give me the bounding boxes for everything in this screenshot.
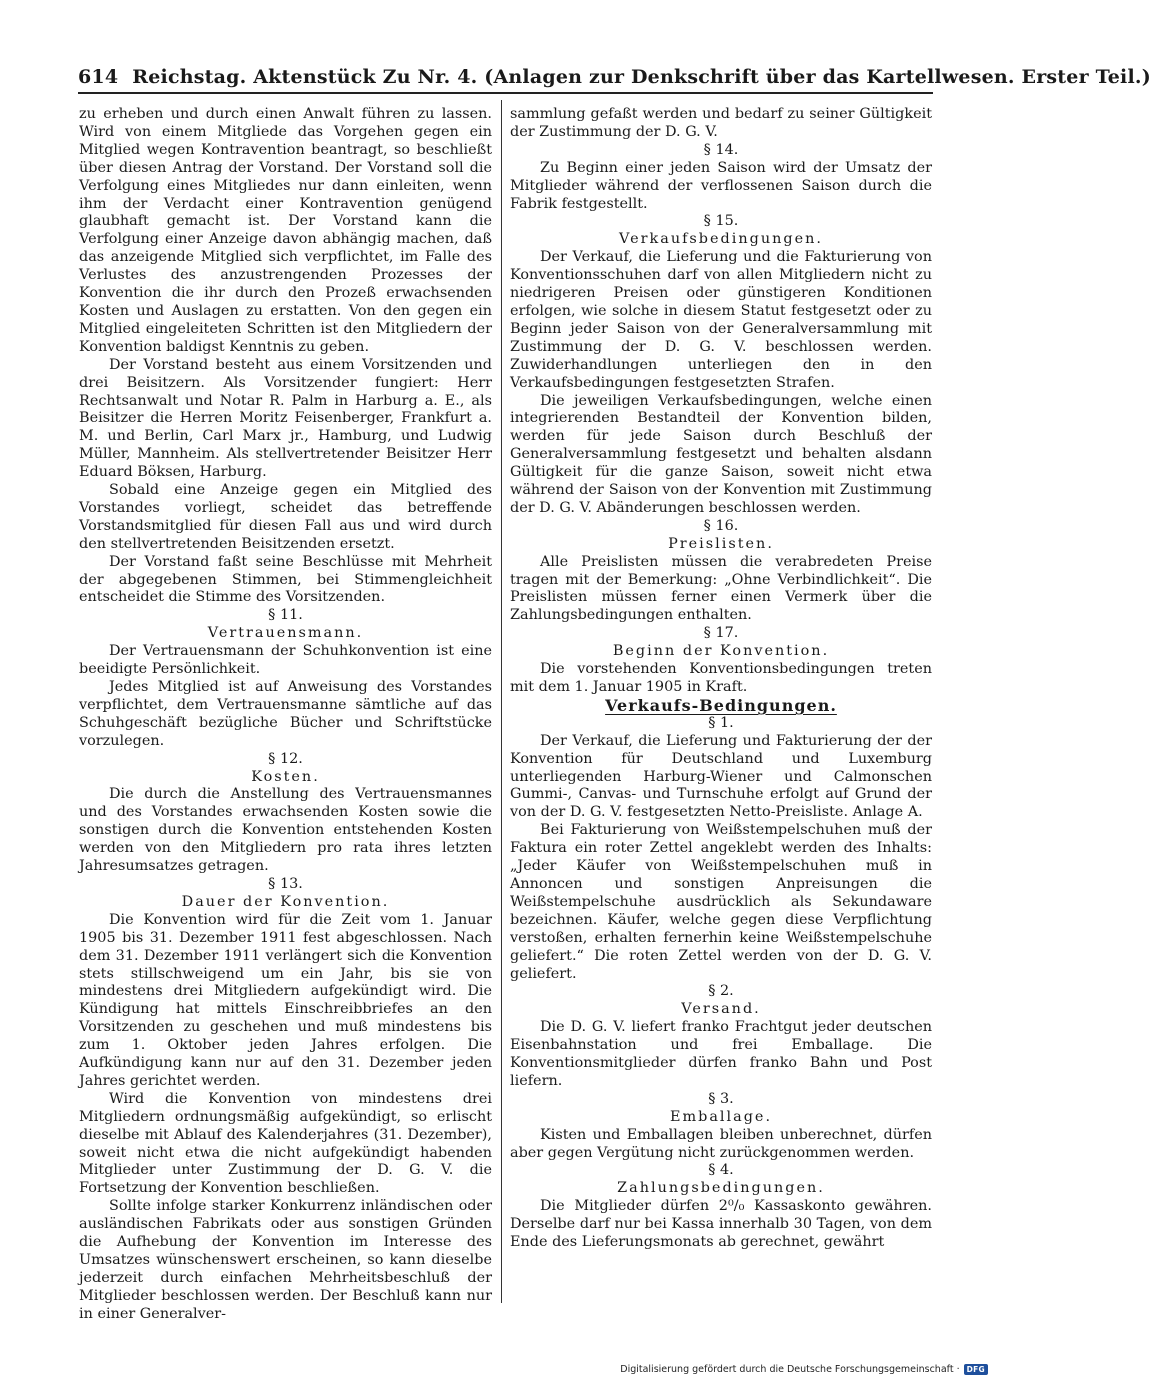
- section-number: § 3.: [708, 1090, 734, 1107]
- paragraph: Der Vorstand faßt seine Beschlüsse mit Mehrheit der abgegebenen Stimmen, bei Stimmengleichheit entscheidet die Stimme des Vorsitzenden.: [79, 553, 492, 606]
- paragraph: Der Verkauf, die Lieferung und die Fakturierung von Konventionsschuhen darf von allen Mitgliedern nicht zu niedrigeren Preisen oder günstigeren Konditionen erfolgen, wie solche in diesem Statut festgesetzt oder zu Beginn jeder Saison von der Generalversammlung mit Zustimmung der D. G. V. beschlossen werden. Zuwiderhandlungen unterliegen den in den Verkaufsbedingungen festgesetzten Strafen.: [510, 249, 932, 391]
- paragraph: Der Vorstand besteht aus einem Vorsitzenden und drei Beisitzern. Als Vorsitzender fungiert: Herr Rechtsanwalt und Notar R. Palm in Harburg a. E., als Beisitzer die Herren Moritz Feisenberger, Frankfurt a. M. und Berlin, Carl Marx jr., Hamburg, und Ludwig Müller, Mannheim. Als stellvertretender Beisitzer Herr Eduard Böksen, Harburg.: [79, 356, 492, 481]
- right-column: [510, 106, 932, 1252]
- section-title: Verkaufsbedingungen.: [619, 231, 823, 248]
- section-number: § 4.: [708, 1162, 734, 1179]
- verkaufs-bedingungen-heading: Verkaufs-Bedingungen.: [605, 695, 837, 715]
- page-header: [78, 58, 1151, 94]
- paragraph: Wird die Konvention von mindestens drei Mitgliedern ordnungsmäßig aufgekündigt, so erlischt dieselbe mit Ablauf des Kalenderjahres (31. Dezember), soweit nicht etwa die nicht aufgekündigt habenden Mitglieder unter Zustimmung der D. G. V. die Fortsetzung der Konvention beschließen.: [79, 1090, 492, 1197]
- paragraph: Die Konvention wird für die Zeit vom 1. Januar 1905 bis 31. Dezember 1911 fest abgeschlossen. Nach dem 31. Dezember 1911 verlängert sich die Konvention stets stillschweigend um ein Jahr, bis sie von mindestens drei Mitgliedern aufgekündigt wird. Die Kündigung hat mittels Einschreibbriefes an den Vorsitzenden zu geschehen und muß mindestens bis zum 1. Oktober jeden Jahres erfolgen. Die Aufkündigung kann nur auf den 31. Dezember jeden Jahres gerichtet werden.: [79, 911, 492, 1089]
- section-number: § 17.: [703, 625, 739, 642]
- section-title: Emballage.: [669, 1108, 773, 1125]
- section-title: Preislisten.: [668, 535, 774, 552]
- paragraph: Der Vertrauensmann der Schuhkonvention ist eine beeidigte Persönlichkeit.: [79, 643, 492, 678]
- section-number: § 14.: [703, 141, 739, 158]
- section-number: § 2.: [708, 983, 734, 1000]
- column-divider: [501, 100, 502, 1303]
- left-column: [79, 106, 492, 1324]
- paragraph: Der Verkauf, die Lieferung und Fakturierung der der Konvention für Deutschland und Luxemburg unterliegenden Harburg-Wiener und Calmonschen Gummi-, Canvas- und Turnschuhe erfolgt auf Grund der von der D. G. V. festgesetzten Netto-Preisliste. Anlage A.: [510, 732, 932, 821]
- section-title: Vertrauensmann.: [207, 625, 364, 642]
- page-number: 614: [78, 66, 119, 88]
- section-title: Versand.: [681, 1001, 761, 1018]
- section-number: § 16.: [703, 517, 739, 534]
- paragraph: Sollte infolge starker Konkurrenz inländischen oder ausländischen Fabrikats oder aus sonstigen Gründen die Aufhebung der Konvention im Interesse des Umsatzes wünschenswert erscheinen, so kann dieselbe jederzeit durch einfachen Mehrheitsbeschluß der Mitglieder beschlossen werden. Der Beschluß kann nur in einer Generalver-: [79, 1198, 492, 1322]
- paragraph: Die D. G. V. liefert franko Frachtgut jeder deutschen Eisenbahnstation und frei Emballage. Die Konventionsmitglieder dürfen franko Bahn und Post liefern.: [510, 1019, 932, 1089]
- paragraph: sammlung gefaßt werden und bedarf zu seiner Gültigkeit der Zustimmung der D. G. V.: [510, 106, 932, 140]
- paragraph: Kisten und Emballagen bleiben unberechnet, dürfen aber gegen Vergütung nicht zurückgenommen werden.: [510, 1126, 932, 1161]
- paragraph: zu erheben und durch einen Anwalt führen zu lassen. Wird von einem Mitgliede das Vorgehen gegen ein Mitglied wegen Kontravention beantragt, so beschließt über diesen Antrag der Vorstand. Der Vorstand soll die Verfolgung eines Mitgliedes nur dann einleiten, wenn ihm der Verdacht einer Kontravention genügend glaubhaft gemacht ist. Der Vorstand kann die Verfolgung einer Anzeige davon abhängig machen, daß das anzeigende Mitglied sich verpflichtet, im Falle des Verlustes des anzustrengenden Prozesses der Konvention die ihr durch den Prozeß erwachsenden Kosten und Auslagen zu erstatten. Von den gegen ein Mitglied eingeleiteten Schritten ist den Mitgliedern der Konvention baldigst Kenntnis zu geben.: [79, 106, 492, 355]
- section-title: Dauer der Konvention.: [181, 893, 390, 910]
- paragraph: Alle Preislisten müssen die verabredeten Preise tragen mit der Bemerkung: „Ohne Verbindlichkeit“. Die Preislisten müssen ferner einen Vermerk über die Zahlungsbedingungen enthalten.: [510, 553, 932, 624]
- section-title: Kosten.: [251, 768, 320, 785]
- paragraph: Jedes Mitglied ist auf Anweisung des Vorstandes verpflichtet, dem Vertrauensmanne sämtliche auf das Schuhgeschäft bezügliche Bücher und Schriftstücke vorzulegen.: [79, 679, 492, 749]
- paragraph: Die vorstehenden Konventionsbedingungen treten mit dem 1. Januar 1905 in Kraft.: [510, 661, 932, 695]
- credit-text: Digitalisierung gefördert durch die Deutsche Forschungsgemeinschaft ·: [620, 1364, 960, 1375]
- paragraph: Die durch die Anstellung des Vertrauensmannes und des Vorstandes erwachsenden Kosten sowie die sonstigen durch die Konvention entstehenden Kosten werden von den Mitgliedern pro rata ihres letzten Jahresumsatzes getragen.: [79, 786, 492, 875]
- section-number: § 1.: [708, 714, 734, 731]
- section-number: § 11.: [268, 607, 303, 624]
- dfg-logo: DFG: [964, 1364, 988, 1375]
- section-number: § 13.: [268, 875, 303, 892]
- section-number: § 15.: [703, 213, 739, 230]
- paragraph: Zu Beginn einer jeden Saison wird der Umsatz der Mitglieder während der verflossenen Saison durch die Fabrik festgestellt.: [510, 159, 932, 212]
- section-title: Zahlungsbedingungen.: [617, 1180, 825, 1197]
- paragraph: Sobald eine Anzeige gegen ein Mitglied des Vorstandes vorliegt, scheidet das betreffende Vorstandsmitglied für diesen Fall aus und wird durch den stellvertretenden Beisitzenden ersetzt.: [79, 482, 492, 552]
- paragraph: Die jeweiligen Verkaufsbedingungen, welche einen integrierenden Bestandteil der Konvention bilden, werden für jede Saison durch Beschluß der Generalversammlung festgesetzt und behalten alsdann Gültigkeit für die ganze Saison, soweit nicht etwa während der Saison von der Konvention mit Zustimmung der D. G. V. Abänderungen beschlossen werden.: [510, 392, 932, 516]
- running-title: Reichstag. Aktenstück Zu Nr. 4. (Anlagen zur Denkschrift über das Kartellwesen. Erster Teil.): [132, 66, 1151, 88]
- digitization-credit: [620, 1364, 988, 1375]
- section-title: Beginn der Konvention.: [612, 643, 830, 660]
- paragraph: Bei Fakturierung von Weißstempelschuhen muß der Faktura ein roter Zettel angeklebt werden des Inhalts: „Jeder Käufer von Weißstempelschuhen muß in Annoncen und sonstigen Anpreisungen die Weißstempelschuhe ausdrücklich als Sekundaware bezeichnen. Käufer, welche gegen diese Verpflichtung verstoßen, erhalten fernerhin keine Weißstempelschuhe geliefert.“ Die roten Zettel werden von der D. G. V. geliefert.: [510, 822, 932, 982]
- section-number: § 12.: [268, 750, 303, 767]
- paragraph: Die Mitglieder dürfen 2⁰/₀ Kassaskonto gewähren. Derselbe darf nur bei Kassa innerhalb 30 Tagen, von dem Ende des Lieferungsmonats ab gerechnet, gewährt: [510, 1198, 932, 1251]
